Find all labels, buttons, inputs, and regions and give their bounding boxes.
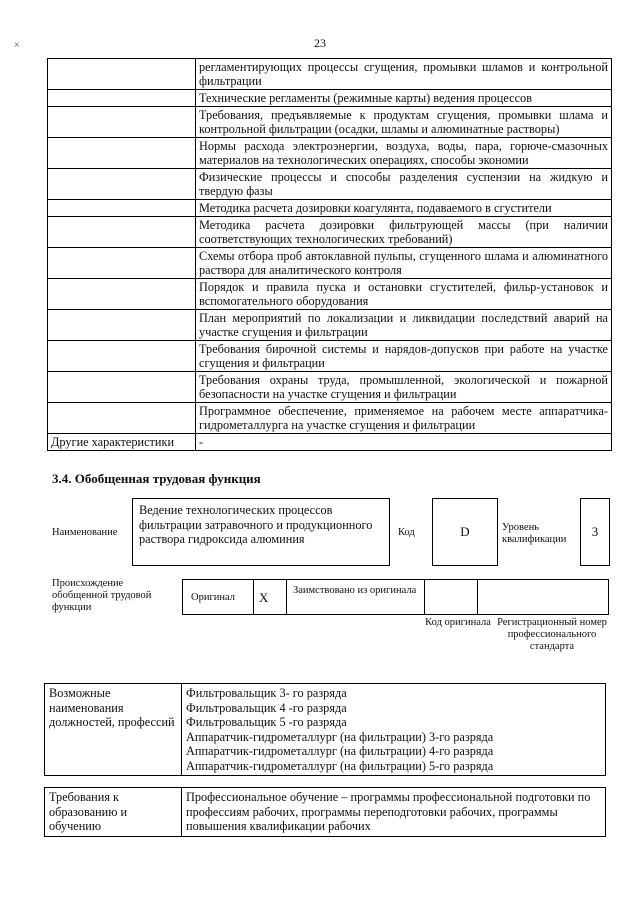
knowledge-row [48, 90, 612, 107]
knowledge-row [48, 217, 612, 248]
borrowed-label: Заимствовано из оригинала [293, 585, 417, 596]
origin-row [182, 579, 609, 615]
knowledge-row-text: План мероприятий по локализации и ликвидации последствий аварий на участке сгущения и фильтрации [196, 310, 612, 341]
knowledge-row [48, 310, 612, 341]
knowledge-row-label [48, 107, 196, 138]
function-name-box [132, 498, 390, 566]
knowledge-row [48, 341, 612, 372]
registration-number-caption: Регистрационный номер профессионального стандарта [497, 617, 607, 652]
knowledge-row-label [48, 341, 196, 372]
knowledge-row [48, 434, 612, 451]
knowledge-row-text: Требования бирочной системы и нарядов-допусков при работе на участке сгущения и фильтрации [196, 341, 612, 372]
position-item: Фильтровальщик 3- го разряда [186, 686, 347, 700]
knowledge-row-label [48, 310, 196, 341]
knowledge-row [48, 248, 612, 279]
knowledge-row-text: Методика расчета дозировки фильтрующей массы (при наличии соответствующих технологических требований) [196, 217, 612, 248]
position-item: Фильтровальщик 5 -го разряда [186, 715, 347, 729]
knowledge-row-text: Методика расчета дозировки коагулянта, подаваемого в сгустители [196, 200, 612, 217]
knowledge-row-label [48, 169, 196, 200]
knowledge-row-text: Программное обеспечение, применяемое на рабочем месте аппаратчика-гидрометаллурга на участке сгущения и фильтрации [196, 403, 612, 434]
level-box [580, 498, 610, 566]
knowledge-row-label [48, 403, 196, 434]
knowledge-row [48, 403, 612, 434]
knowledge-row-label [48, 200, 196, 217]
name-label: Наименование [52, 527, 118, 538]
knowledge-row-text: Требования охраны труда, промышленной, экологической и пожарной безопасности на участке сгущения и фильтрации [196, 372, 612, 403]
code-label: Код [398, 527, 415, 538]
position-item: Аппаратчик-гидрометаллург (на фильтрации) 5-го разряда [186, 758, 494, 773]
positions-label: Возможные наименования должностей, профессий [45, 684, 182, 776]
knowledge-row-label [48, 248, 196, 279]
original-label: Оригинал [191, 592, 235, 603]
position-item: Аппаратчик-гидрометаллург (на фильтрации) 3-го разряда [186, 729, 494, 744]
knowledge-row-text: Требования, предъявляемые к продуктам сгущения, промывки шлама и контрольной фильтрации (осадки, шламы и алюминатные растворы) [196, 107, 612, 138]
knowledge-row-label [48, 59, 196, 90]
original-mark: X [259, 590, 269, 605]
positions-table [44, 683, 606, 776]
positions-list [182, 684, 606, 776]
knowledge-row-label [48, 138, 196, 169]
level-value: 3 [591, 524, 599, 539]
code-value: D [460, 524, 470, 539]
knowledge-row [48, 59, 612, 90]
education-label: Требования к образованию и обучению [45, 788, 182, 837]
knowledge-table [47, 58, 612, 451]
knowledge-row-text: Технические регламенты (режимные карты) ведения процессов [196, 90, 612, 107]
knowledge-row-text: Схемы отбора проб автоклавной пульпы, сгущенного шлама и алюминатного раствора для аналитического контроля [196, 248, 612, 279]
code-box [432, 498, 498, 566]
corner-mark: × [14, 40, 20, 51]
education-value: Профессиональное обучение – программы профессиональной подготовки по профессиям рабочих, программы переподготовки рабочих, программы повышения квалификации рабочих [182, 788, 606, 837]
knowledge-row [48, 200, 612, 217]
code-original-caption: Код оригинала [425, 617, 491, 628]
education-table [44, 787, 606, 837]
position-item: Фильтровальщик 4 -го разряда [186, 700, 347, 715]
knowledge-row [48, 169, 612, 200]
knowledge-row-text: Порядок и правила пуска и остановки сгустителей, фильр-установок и вспомогательного оборудования [196, 279, 612, 310]
knowledge-row-label [48, 279, 196, 310]
knowledge-row [48, 107, 612, 138]
origin-label: Происхождение обобщенной трудовой функции [52, 578, 152, 613]
position-item: Аппаратчик-гидрометаллург (на фильтрации) 4-го разряда [186, 744, 494, 758]
knowledge-row-text: Физические процессы и способы разделения суспензии на жидкую и твердую фазы [196, 169, 612, 200]
knowledge-row [48, 372, 612, 403]
knowledge-row-label [48, 217, 196, 248]
knowledge-row [48, 138, 612, 169]
knowledge-row [48, 279, 612, 310]
page-number: 23 [314, 36, 326, 50]
function-name-value: Ведение технологических процессов фильтрации затравочного и продукционного раствора гидроксида алюминия [139, 503, 373, 546]
level-label: Уровень квалификации [502, 522, 567, 545]
knowledge-row-label [48, 372, 196, 403]
knowledge-row-text: регламентирующих процессы сгущения, промывки шламов и контрольной фильтрации [196, 59, 612, 90]
knowledge-row-text: Нормы расхода электроэнергии, воздуха, воды, пара, горюче-смазочных материалов на технологических операциях, способы экономии [196, 138, 612, 169]
knowledge-row-label [48, 90, 196, 107]
knowledge-row-text: - [196, 434, 612, 451]
section-heading: 3.4. Обобщенная трудовая функция [52, 471, 261, 486]
knowledge-row-label: Другие характеристики [48, 434, 196, 451]
